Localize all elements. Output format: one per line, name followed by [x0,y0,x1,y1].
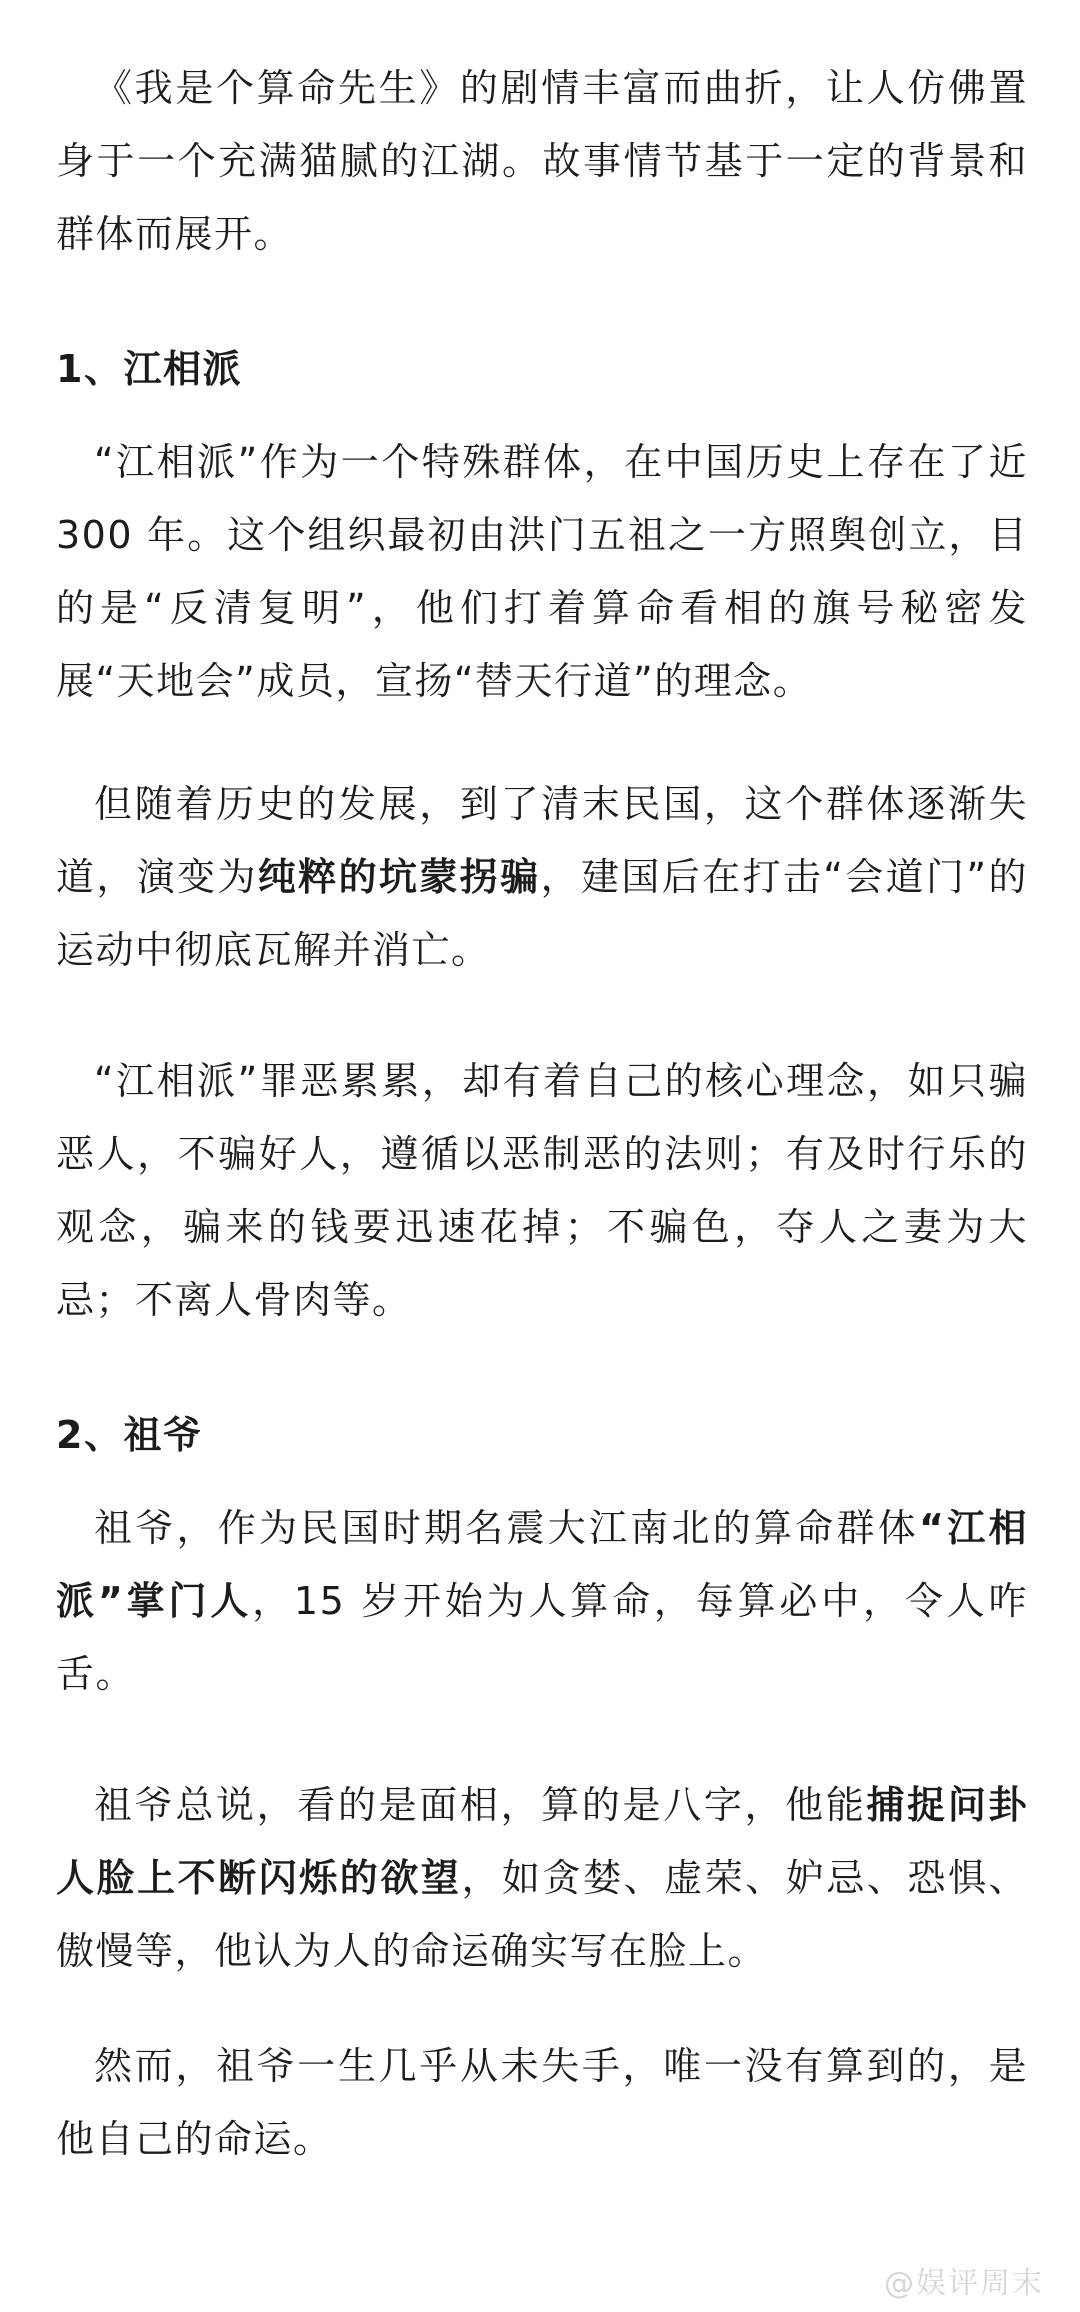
intro-paragraph: 《我是个算命先生》的剧情丰富而曲折，让人仿佛置身于一个充满猫腻的江湖。故事情节基于一定的背景和群体而展开。 [56,66,1028,256]
watermark: @娱评周末 [884,2266,1044,2301]
bold-emphasis: 捕捉问卦人脸上不断闪烁的欲望 [56,1783,1028,1900]
text-span: 祖爷总说，看的是面相，算的是八字，他能 [94,1783,867,1827]
jiangxiang-principles-paragraph: “江相派”罪恶累累，却有着自己的核心理念，如只骗恶人，不骗好人，遵循以恶制恶的法则；有及时行乐的观念，骗来的钱要迅速花掉；不骗色，夺人之妻为大忌；不离人骨肉等。 [56,1059,1028,1322]
text-span: ，如贪婪、虚荣、妒忌、恐惧、傲慢等，他认为人的命运确实写在脸上。 [56,1856,1028,1973]
zuye-fate-paragraph: 然而，祖爷一生几乎从未失手，唯一没有算到的，是他自己的命运。 [56,2044,1028,2161]
text-span: ，15 岁开始为人算命，每算必中，令人咋舌。 [56,1579,1028,1696]
text-span: ，建国后在打击“会道门”的运动中彻底瓦解并消亡。 [56,855,1028,972]
section-heading-zuye: 2、祖爷 [56,1413,203,1457]
section-heading-jiangxiang: 1、江相派 [56,347,242,391]
jiangxiang-decline-paragraph [56,768,1028,987]
text-span: 但随着历史的发展，到了清末民国，这个群体逐渐失道，演变为 [56,782,1028,899]
bold-emphasis: 纯粹的坑蒙拐骗 [257,855,541,899]
zuye-method-paragraph [56,1769,1028,1988]
zuye-intro-paragraph [56,1492,1028,1711]
text-span: 祖爷，作为民国时期名震大江南北的算命群体 [94,1506,920,1550]
jiangxiang-history-paragraph: “江相派”作为一个特殊群体，在中国历史上存在了近 300 年。这个组织最初由洪门五祖之一方照舆创立，目的是“反清复明”，他们打着算命看相的旗号秘密发展“天地会”成员，宣扬“替天行道”的理念。 [56,440,1028,703]
bold-emphasis: “江相派”掌门人 [56,1506,1028,1623]
